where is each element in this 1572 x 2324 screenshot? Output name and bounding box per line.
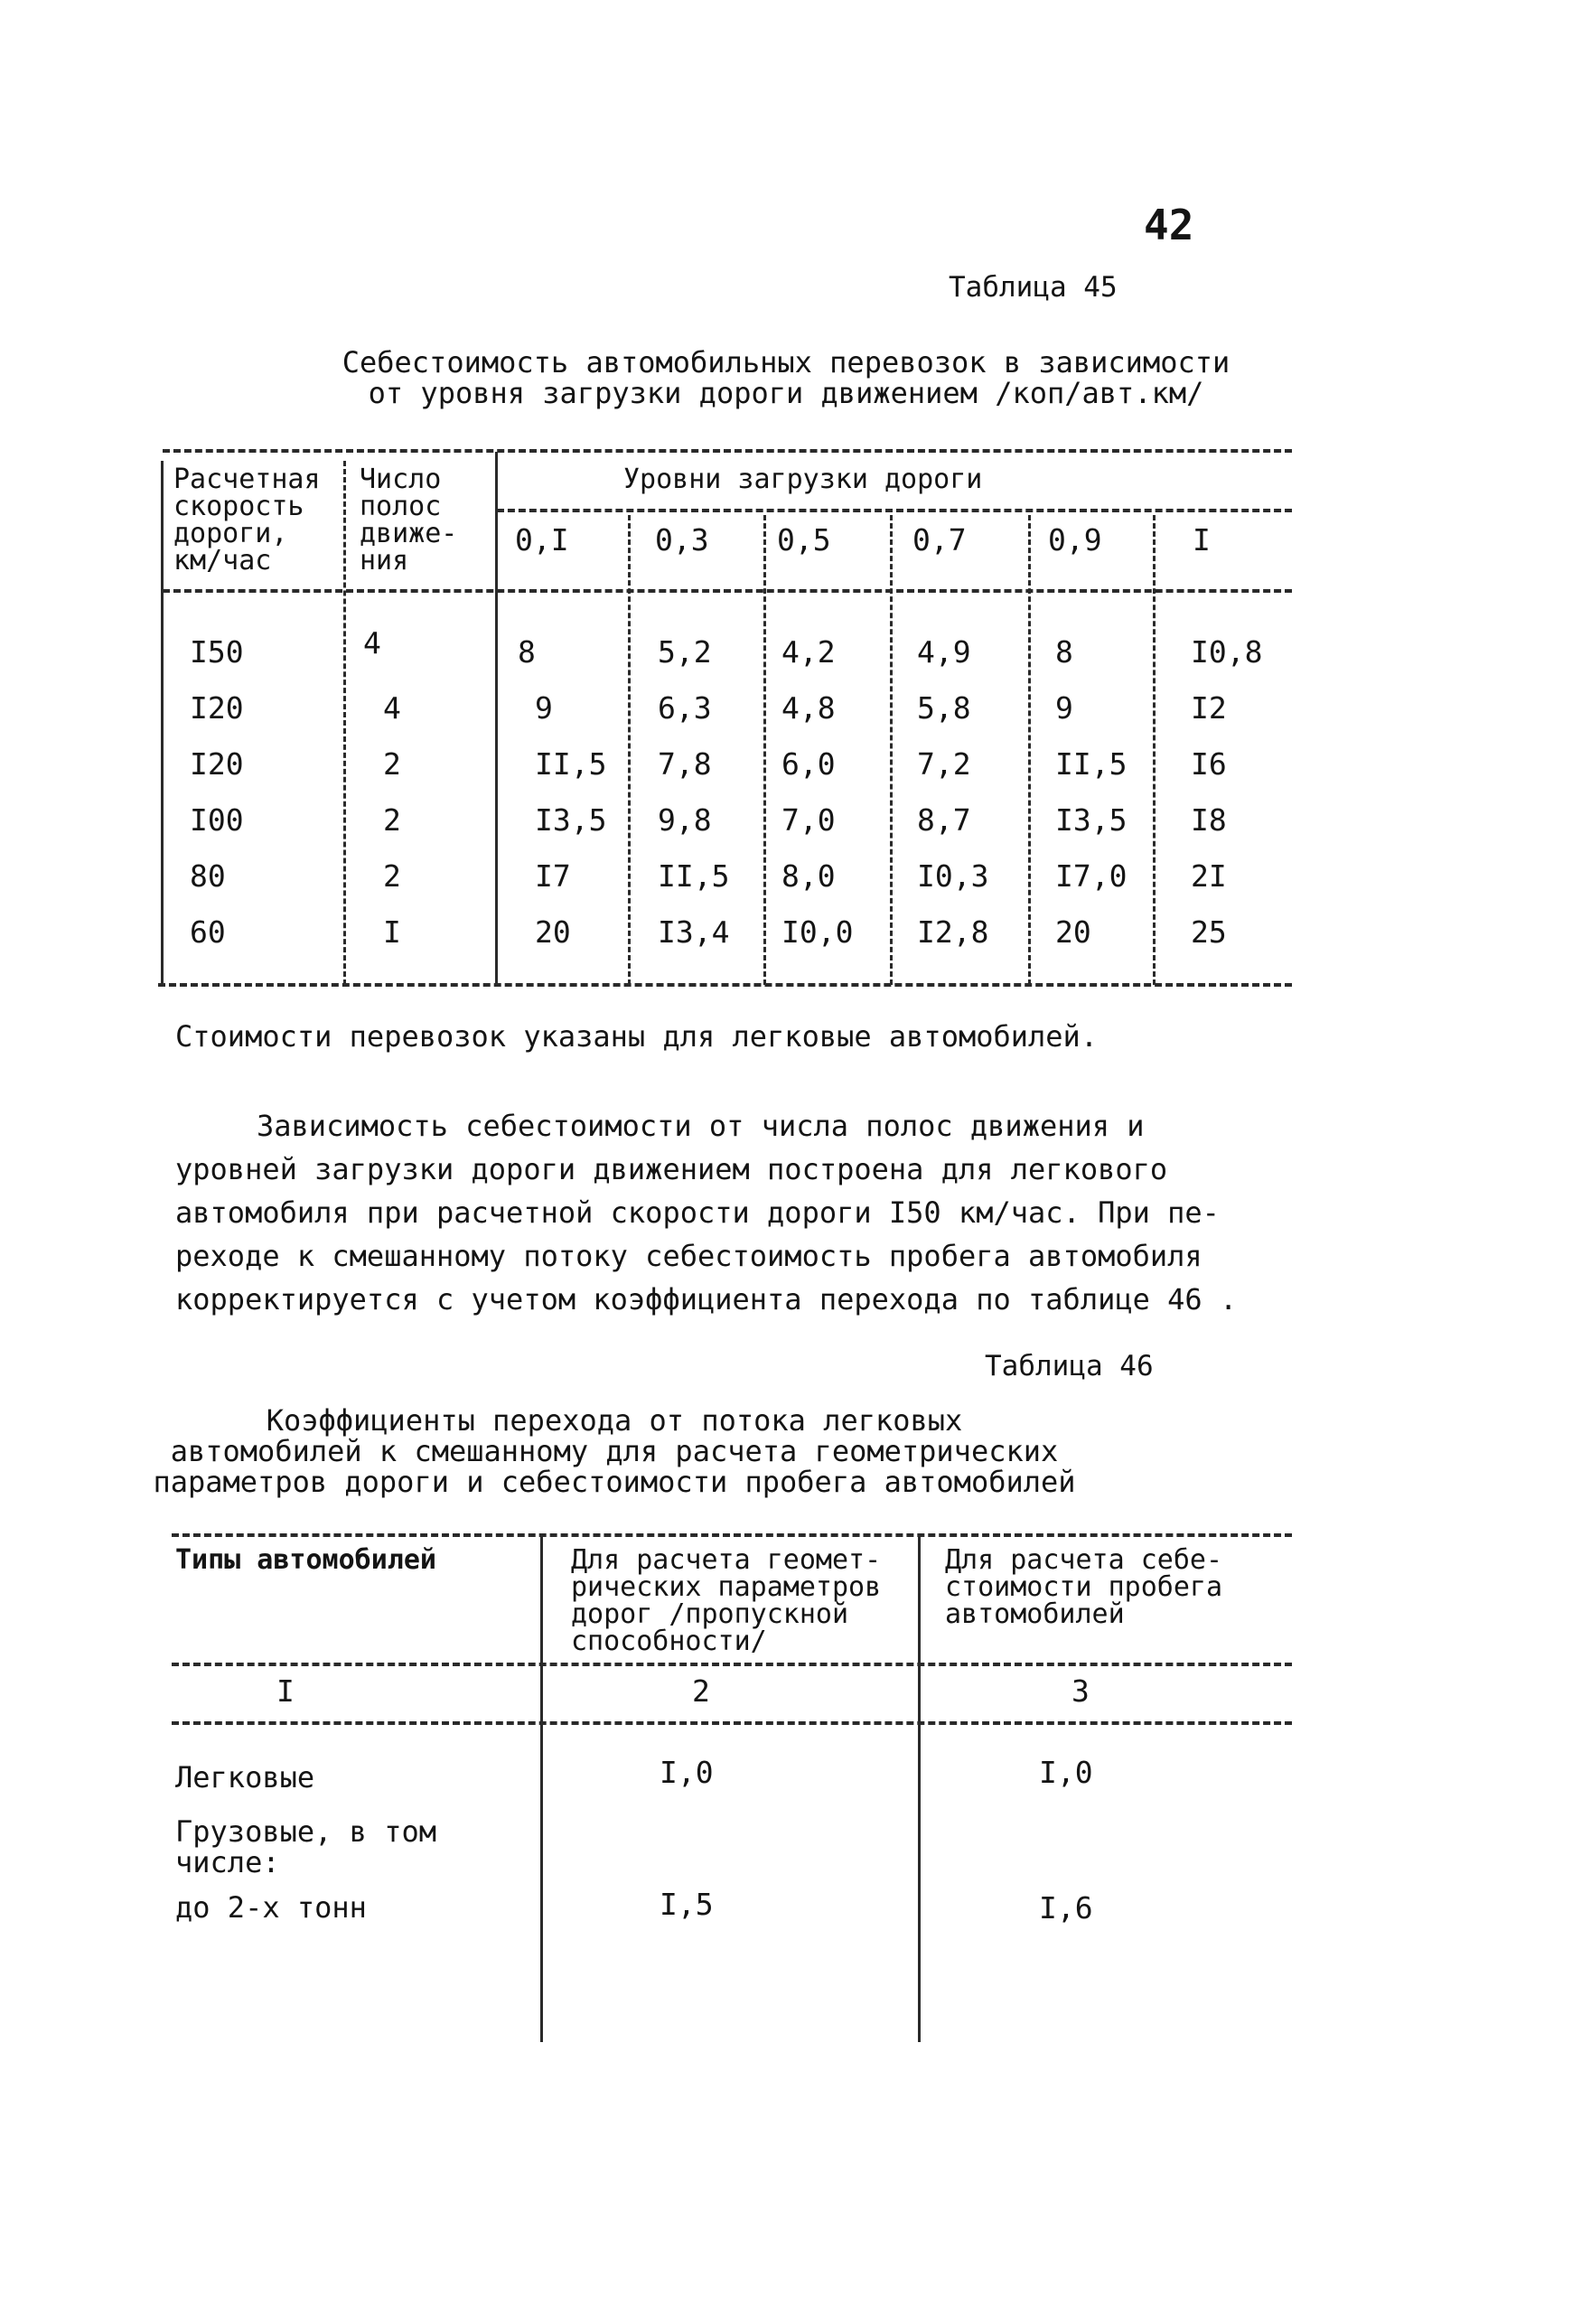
table45-row6-v3: I0,0 [781, 914, 854, 950]
table46-col-divider-1 [540, 1536, 543, 2042]
table45-row4-v5: I3,5 [1055, 802, 1128, 838]
paragraph-line-1: Зависимость себестоимости от числа полос движения и [257, 1109, 1145, 1143]
table45-row2-v2: 6,3 [658, 690, 712, 726]
table45-header-levels: Уровни загрузки дороги [623, 464, 983, 495]
table45-bottom-rule [158, 983, 1292, 987]
table46-col-divider-2 [918, 1536, 921, 2042]
table45-row2-v6: I2 [1191, 690, 1227, 726]
table45-col-divider-3 [628, 515, 631, 985]
table45-row5-v2: II,5 [658, 858, 730, 894]
table45-title-line1: Себестоимость автомобильных перевозок в зависимости [342, 345, 1230, 380]
table46-colnum-1: I [276, 1673, 295, 1709]
table45-row2-v4: 5,8 [917, 690, 971, 726]
table45-left-border [161, 461, 164, 985]
paragraph-line-5: корректируется с учетом коэффициента перехода по таблице 46 . [175, 1282, 1238, 1317]
table46-row3-type: до 2-х тонн [175, 1890, 367, 1925]
table45-row5-v4: I0,3 [917, 858, 989, 894]
table45-row4-v6: I8 [1191, 802, 1227, 838]
table45-level-5: 0,9 [1048, 522, 1102, 558]
table45-row1-lanes: 4 [363, 625, 381, 661]
table45-level-2: 0,3 [655, 522, 709, 558]
table45-row5-v3: 8,0 [781, 858, 836, 894]
table46-title [0, 1405, 1229, 1497]
table45-row1-v3: 4,2 [781, 634, 836, 670]
table46-numbers-rule [172, 1721, 1292, 1725]
table46-label: Таблица 46 [985, 1350, 1154, 1382]
table45-row3-speed: I20 [190, 746, 244, 782]
table46-colnum-3: 3 [1071, 1673, 1090, 1709]
table46-row1-c3: I,0 [1039, 1755, 1093, 1790]
table46-title-line2: автомобилей к смешанному для расчета геометрических [170, 1434, 1059, 1468]
table45-title [0, 347, 1572, 408]
table45-level-4: 0,7 [912, 522, 967, 558]
table45-row3-v6: I6 [1191, 746, 1227, 782]
table45-row1-v6: I0,8 [1191, 634, 1263, 670]
table45-row1-speed: I50 [190, 634, 244, 670]
paragraph-line-3: автомобиля при расчетной скорости дороги I50 км/час. При пе- [175, 1195, 1220, 1230]
table45-level-1: 0,I [515, 522, 569, 558]
page-number: 42 [1144, 201, 1194, 249]
table45-row4-v4: 8,7 [917, 802, 971, 838]
paragraph-line-4: реходе к смешанному потоку себестоимость пробега автомобиля [175, 1239, 1202, 1273]
table45-row6-lanes: I [383, 914, 401, 950]
table45-row6-v6: 25 [1191, 914, 1227, 950]
table45-row2-v5: 9 [1055, 690, 1073, 726]
table45-row1-v4: 4,9 [917, 634, 971, 670]
table45-row5-v5: I7,0 [1055, 858, 1128, 894]
table46-colnum-2: 2 [692, 1673, 710, 1709]
table45-row3-v5: II,5 [1055, 746, 1128, 782]
table46-top-rule [172, 1533, 1292, 1537]
table45-row4-speed: I00 [190, 802, 244, 838]
table45-row4-v2: 9,8 [658, 802, 712, 838]
table45-col-divider-7 [1153, 515, 1156, 985]
table45-row6-speed: 60 [190, 914, 226, 950]
table45-header-lanes: Число полос движе- ния [360, 464, 458, 576]
table46-row3-c2: I,5 [660, 1887, 714, 1922]
table45-row2-v3: 4,8 [781, 690, 836, 726]
table45-row1-v2: 5,2 [658, 634, 712, 670]
table45-label: Таблица 45 [949, 271, 1118, 304]
table45-top-rule [163, 449, 1292, 453]
table45-row2-lanes: 4 [383, 690, 401, 726]
table45-row5-lanes: 2 [383, 858, 401, 894]
table45-row4-v1: I3,5 [535, 802, 607, 838]
table46-title-line1: Коэффициенты перехода от потока легковых [266, 1403, 963, 1438]
table45-row3-v3: 6,0 [781, 746, 836, 782]
table45-row6-v5: 20 [1055, 914, 1091, 950]
table45-levels-rule [497, 509, 1292, 512]
table45-col-divider-4 [763, 515, 766, 985]
table45-row5-v1: I7 [535, 858, 571, 894]
table45-note: Стоимости перевозок указаны для легковые автомобилей. [175, 1019, 1099, 1054]
table45-level-6: I [1193, 522, 1211, 558]
table45-row6-v2: I3,4 [658, 914, 730, 950]
table45-row3-v4: 7,2 [917, 746, 971, 782]
table45-row4-lanes: 2 [383, 802, 401, 838]
body-paragraph [175, 1104, 1237, 1321]
paragraph-line-2: уровней загрузки дороги движением построена для легкового [175, 1152, 1168, 1186]
table45-row3-lanes: 2 [383, 746, 401, 782]
table45-row2-v1: 9 [535, 690, 553, 726]
table45-row5-speed: 80 [190, 858, 226, 894]
table45-col-divider-5 [890, 515, 893, 985]
table45-col-divider-6 [1028, 515, 1031, 985]
table45-row2-speed: I20 [190, 690, 244, 726]
table46-row3-c3: I,6 [1039, 1890, 1093, 1926]
table46-row1-c2: I,0 [660, 1755, 714, 1790]
table46-row2-type: Грузовые, в том числе: [175, 1814, 436, 1879]
table45-row4-v3: 7,0 [781, 802, 836, 838]
table45-header-rule [163, 589, 1292, 593]
table46-title-line3: параметров дороги и себестоимости пробега автомобилей [153, 1465, 1076, 1499]
table45-row5-v6: 2I [1191, 858, 1227, 894]
table45-title-line2: от уровня загрузки дороги движением /коп/авт.км/ [368, 376, 1204, 410]
table46-header-cost: Для расчета себе- стоимости пробега автомобилей [945, 1544, 1223, 1630]
table46-header-rule [172, 1663, 1292, 1666]
table45-col-divider-2 [495, 452, 498, 985]
table45-row3-v1: II,5 [535, 746, 607, 782]
table46-header-geometric: Для расчета геомет- рических параметров дорог /пропускной способности/ [571, 1544, 882, 1657]
table45-header-speed: Расчетная скорость дороги, км/час [173, 464, 321, 576]
table46-row1-type: Легковые [175, 1760, 315, 1795]
table45-col-divider-1 [343, 461, 346, 985]
table45-row6-v4: I2,8 [917, 914, 989, 950]
table45-row6-v1: 20 [535, 914, 571, 950]
table45-row1-v1: 8 [518, 634, 536, 670]
table45-row3-v2: 7,8 [658, 746, 712, 782]
table46-header-types: Типы автомобилей [175, 1544, 436, 1576]
table45-row1-v5: 8 [1055, 634, 1073, 670]
table45-level-3: 0,5 [777, 522, 831, 558]
